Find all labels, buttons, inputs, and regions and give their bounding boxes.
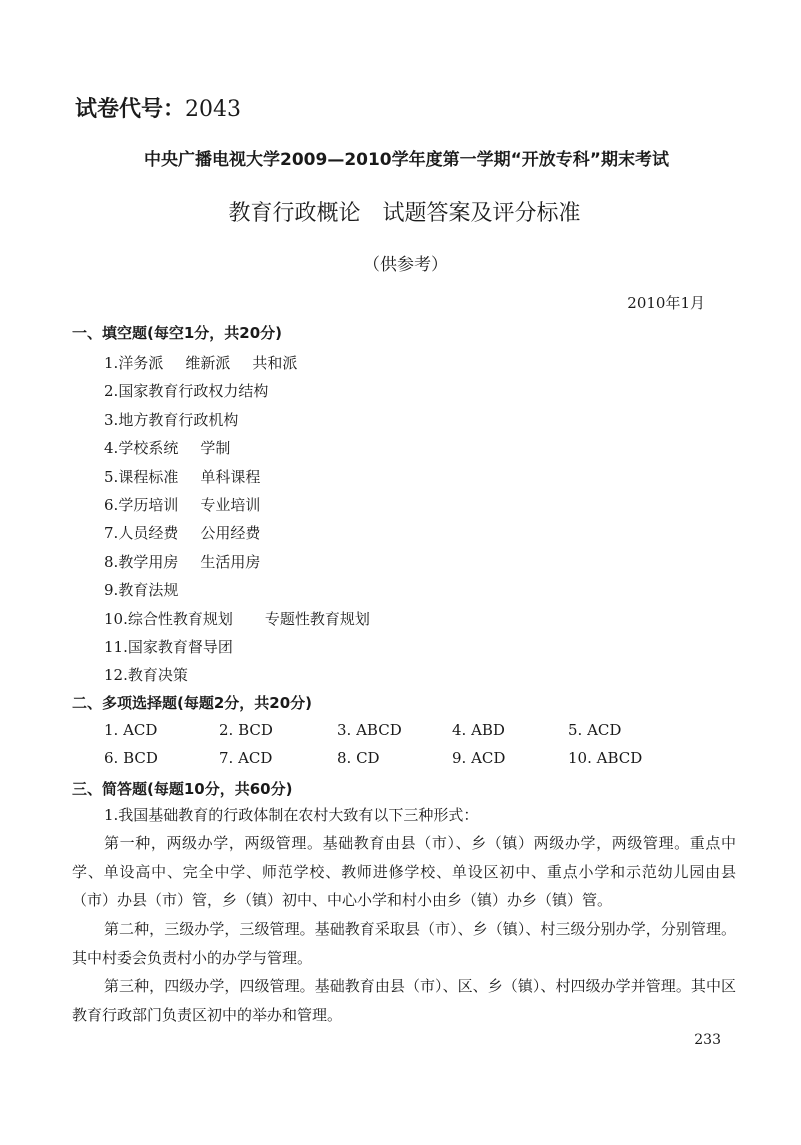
fill-blank-answer-2: 专业培训 [200,496,261,514]
choice-answer: 9. ACD [452,749,506,767]
fill-blank-number: 8. [104,552,119,571]
choice-answer: 6. BCD [104,749,158,767]
fill-blank-number: 5. [104,467,119,486]
fill-blank-answer-2: 学制 [200,439,231,458]
choice-answer: 10. ABCD [568,749,643,767]
fill-blank-number: 1. [104,354,119,372]
fill-blank-item [104,494,260,515]
paper-code-label: 试卷代号： [75,97,186,122]
section-heading-short-answer: 三、简答题(每题10分，共60分) [72,780,293,798]
choice-answer: 3. ABCD [337,721,402,739]
paper-code [75,92,241,123]
fill-blank-item [104,522,260,543]
choice-answer: 4. ABD [452,721,505,739]
choice-answer: 7. ACD [219,749,273,767]
fill-blank-item [104,437,230,458]
fill-blank-answer-2: 专题性教育规划 [264,609,370,628]
fill-blank-answer: 学校系统 [118,439,179,458]
fill-blank-item [104,380,268,401]
fill-blank-number: 12. [104,666,128,685]
fill-blank-answer-3: 共和派 [252,354,298,372]
answer-paragraph-1: 第一种，两级办学，两级管理。基础教育由县（市）、乡（镇）两级办学，两级管理。重点中学、单设高中、完全中学、师范学校、教师进修学校、单设区初中、重点小学和示范幼儿园由县（市）办县（市）管，乡（镇）初中、中心小学和村小由乡（镇）办乡（镇）管。 [72,834,736,909]
choice-answer: 1. ACD [104,721,158,739]
choice-answer: 8. CD [337,749,380,767]
section-heading-fill-blank: 一、填空题(每空1分，共20分) [72,324,283,342]
fill-blank-number: 11. [104,638,128,656]
fill-blank-item [104,636,233,657]
fill-blank-answer-2: 公用经费 [200,524,261,543]
fill-blank-answer: 综合性教育规划 [127,609,233,628]
fill-blank-answer: 教育法规 [118,581,179,600]
fill-blank-item [104,608,370,629]
fill-blank-item [104,664,188,685]
answer-paragraph-3: 第三种，四级办学，四级管理。基础教育由县（市）、区、乡（镇）、村四级办学并管理。其中区教育行政部门负责区初中的举办和管理。 [72,977,736,1024]
document-title: 教育行政概论 试题答案及评分标准 [228,201,581,226]
section-heading-multiple-choice: 二、多项选择题(每题2分，共20分) [72,694,313,712]
question-1-intro: 1.我国基础教育的行政体制在农村大致有以下三种形式： [104,806,479,824]
fill-blank-number: 6. [104,496,119,514]
fill-blank-item [104,551,260,572]
fill-blank-answer: 教学用房 [118,552,179,571]
fill-blank-item [104,352,297,373]
fill-blank-number: 4. [104,439,119,458]
fill-blank-number: 2. [104,382,119,401]
fill-blank-answer: 国家教育督导团 [127,638,233,656]
fill-blank-answer: 人员经费 [118,524,179,543]
fill-blank-answer-2: 生活用房 [200,552,261,571]
fill-blank-answer: 学历培训 [118,496,179,514]
fill-blank-answer: 洋务派 [118,354,164,372]
fill-blank-answer: 教育决策 [127,666,188,685]
fill-blank-number: 9. [104,581,119,600]
fill-blank-number: 10. [104,609,128,628]
choice-answer: 5. ACD [568,721,622,739]
fill-blank-item [104,409,238,430]
fill-blank-number: 3. [104,410,119,429]
exam-title: 中央广播电视大学2009—2010学年度第一学期“开放专科”期末考试 [144,150,669,170]
fill-blank-number: 7. [104,524,119,543]
fill-blank-answer: 国家教育行政权力结构 [118,382,269,401]
exam-date: 2010年1月 [627,294,705,312]
choice-answer: 2. BCD [219,721,273,739]
fill-blank-answer-2: 单科课程 [200,467,261,486]
fill-blank-item [104,466,260,487]
fill-blank-answer: 课程标准 [118,467,179,486]
page-number: 233 [694,1032,721,1048]
fill-blank-item [104,579,178,600]
answer-paragraph-2: 第二种，三级办学，三级管理。基础教育采取县（市）、乡（镇）、村三级分别办学，分别管理。其中村委会负责村小的办学与管理。 [72,920,736,967]
fill-blank-answer-2: 维新派 [185,354,231,372]
fill-blank-answer: 地方教育行政机构 [118,410,239,429]
paper-code-number: 2043 [185,97,242,122]
reference-note: （供参考） [363,255,448,275]
